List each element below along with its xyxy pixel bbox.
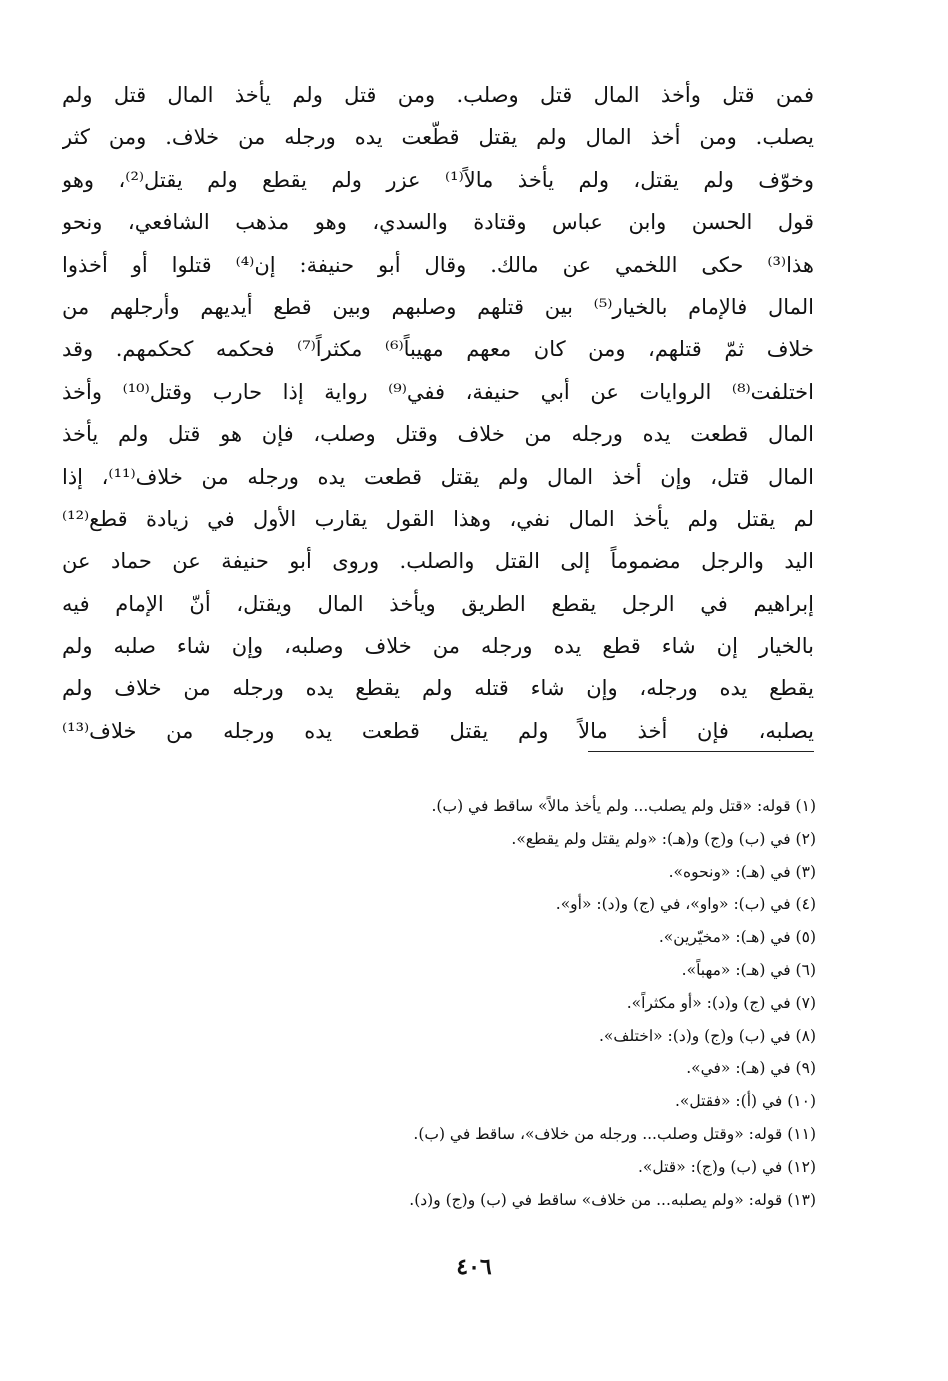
footnote-9: (٩) في (هـ): «في».: [686, 1059, 816, 1078]
body-line-12: اليد والرجل مضموماً إلى القتل والصلب. وروى أبو حنيفة عن حماد عن: [62, 549, 814, 574]
footnote-6: (٦) في (هـ): «مهباً».: [681, 960, 816, 979]
footnote-10: (١٠) في (أ): «فقتل».: [674, 1092, 816, 1111]
footnote-5: (٥) في (هـ): «مخيّرين».: [658, 928, 816, 947]
body-line-14: بالخيار إن شاء قطع يده ورجله من خلاف وصلبه، وإن شاء صلبه ولم: [62, 634, 814, 659]
footnote-4: (٤) في (ب): «واو»، في (ج) و(د): «أو».: [555, 895, 816, 914]
body-line-3: وخوّف ولم يقتل، ولم يأخذ مالاً⁽¹⁾ عزر ولم يقطع ولم يقتل⁽²⁾، وهو: [62, 167, 814, 192]
body-line-6: المال فالإمام بالخيار⁽⁵⁾ بين قتلهم وصلبهم وبين قطع أيديهم وأرجلهم من: [62, 294, 814, 319]
body-line-2: يصلب. ومن أخذ المال ولم يقتل قطّعت يده ورجله من خلاف. ومن كثر: [62, 125, 814, 150]
footnotes-block: [240, 790, 816, 1216]
body-line-5: هذا⁽³⁾ حكى اللخمي عن مالك. وقال أبو حنيفة: إن⁽⁴⁾ قتلوا أو أخذوا: [62, 252, 814, 277]
footnote-2: (٢) في (ب) و(ج) و(هـ): «ولم يقتل ولم يقطع».: [511, 829, 816, 848]
footnote-11: (١١) قوله: «وقتل وصلب... ورجله من خلاف»، ساقط في (ب).: [413, 1124, 816, 1143]
body-line-16: يصلبه، فإن أخذ مالاً ولم يقتل قطعت يده ورجله من خلاف⁽¹³⁾: [62, 718, 814, 743]
footnote-separator: [588, 751, 814, 752]
footnote-3: (٣) في (هـ): «ونحوه».: [668, 862, 816, 881]
body-line-15: يقطع يده ورجله، وإن شاء قتله ولم يقطع يده ورجله من خلاف ولم: [62, 676, 814, 701]
body-line-13: إبراهيم في الرجل يقطع الطريق ويأخذ المال ويقتل، أنّ الإمام فيه: [62, 591, 814, 616]
body-line-10: المال قتل، وإن أخذ المال ولم يقتل قطعت يده ورجله من خلاف⁽¹¹⁾، إذا: [62, 464, 814, 489]
footnote-8: (٨) في (ب) و(ج) و(د): «اختلف».: [598, 1026, 816, 1045]
footnote-12: (١٢) في (ب) و(ج): «قتل».: [637, 1157, 816, 1176]
page-number: ٤٠٦: [456, 1254, 492, 1280]
main-text-block: [62, 74, 814, 752]
footnote-7: (٧) في (ج) و(د): «أو مكثراً».: [626, 993, 816, 1012]
body-line-8: اختلفت⁽⁸⁾ الروايات عن أبي حنيفة، ففي⁽⁹⁾ رواية إذا حارب وقتل⁽¹⁰⁾ وأخذ: [62, 379, 814, 404]
body-line-11: لم يقتل ولم يأخذ المال نفي، وهذا القول يقارب الأول في زيادة قطع⁽¹²⁾: [62, 506, 814, 531]
body-line-7: خلاف ثمّ قتلهم، ومن كان معهم مهيباً⁽⁶⁾ مكثراً⁽⁷⁾ فحكمه كحكمهم. وقد: [62, 337, 814, 362]
footnote-13: (١٣) قوله: «ولم يصلبه... من خلاف» ساقط في (ب) و(ج) و(د).: [409, 1190, 816, 1209]
body-line-9: المال قطعت يده ورجله من خلاف وقتل وصلب، فإن هو قتل ولم يأخذ: [62, 422, 814, 447]
body-line-1: فمن قتل وأخذ المال قتل وصلب. ومن قتل ولم يأخذ المال قتل ولم: [62, 83, 814, 107]
body-line-4: قول الحسن وابن عباس وقتادة والسدي، وهو مذهب الشافعي، ونحو: [62, 210, 814, 235]
footnote-1: (١) قوله: «قتل ولم يصلب... ولم يأخذ مالاً» ساقط في (ب).: [431, 797, 816, 815]
